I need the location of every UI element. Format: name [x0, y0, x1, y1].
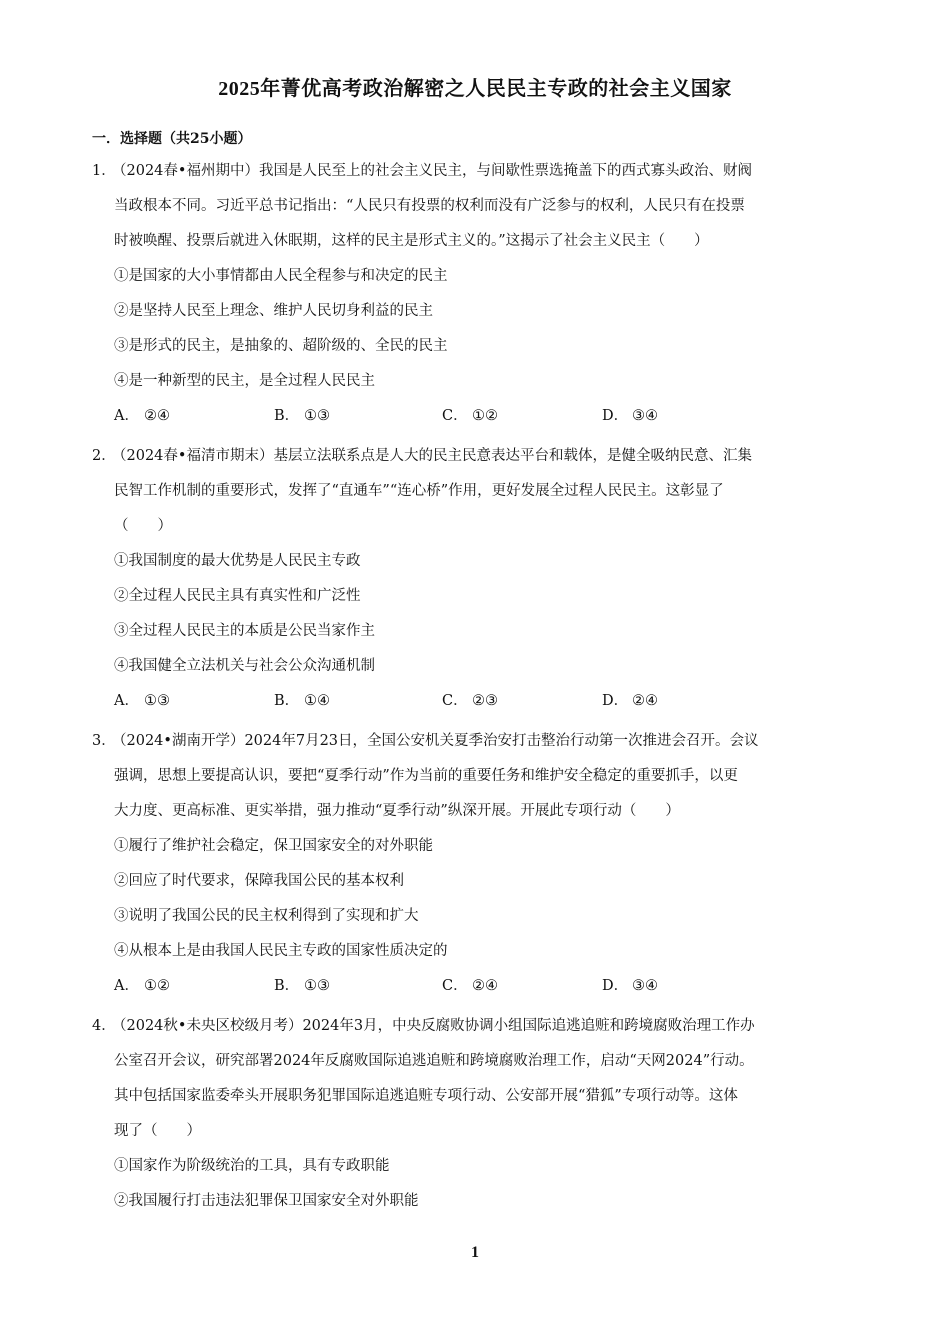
option-b[interactable]: B． ①③ [274, 978, 330, 994]
option-c[interactable]: C． ②④ [442, 978, 498, 994]
statement: ③全过程人民民主的本质是公民当家作主 [114, 623, 375, 639]
statement: ②我国履行打击违法犯罪保卫国家安全对外职能 [114, 1193, 419, 1209]
question-stem-line: 4．（2024秋•未央区校级月考）2024年3月，中央反腐败协调小组国际追逃追赃和跨境腐败治理工作办 [92, 1009, 862, 1044]
option-b[interactable]: B． ①③ [274, 408, 330, 424]
statement: ①是国家的大小事情都由人民全程参与和决定的民主 [114, 268, 448, 284]
question-3 [92, 724, 862, 1004]
question-stem-line: 3．（2024•湖南开学）2024年7月23日，全国公安机关夏季治安打击整治行动第一次推进会召开。会议 [92, 724, 862, 759]
question-2 [92, 439, 862, 719]
question-stem-line: 当政根本不同。习近平总书记指出：“人民只有投票的权利而没有广泛参与的权利，人民只有在投票 [114, 198, 745, 214]
statement: ④是一种新型的民主，是全过程人民民主 [114, 373, 375, 389]
statement: ③说明了我国公民的民主权利得到了实现和扩大 [114, 908, 419, 924]
question-stem-line: 强调，思想上要提高认识，要把“夏季行动”作为当前的重要任务和维护安全稳定的重要抓手，以更 [114, 768, 738, 784]
option-d[interactable]: D． ③④ [602, 978, 658, 994]
option-a[interactable]: A． ①③ [114, 693, 170, 709]
option-a[interactable]: A． ②④ [114, 408, 170, 424]
answer-options [92, 684, 862, 719]
question-stem-line: 其中包括国家监委牵头开展职务犯罪国际追逃追赃专项行动、公安部开展“猎狐”专项行动等。这体 [114, 1088, 738, 1104]
question-stem-line: 时被唤醒、投票后就进入休眠期，这样的民主是形式主义的。”这揭示了社会主义民主（ ） [114, 233, 709, 249]
question-stem-line: 大力度、更高标准、更实举措，强力推动“夏季行动”纵深开展。开展此专项行动（ ） [114, 803, 680, 819]
question-number: 4． [92, 1018, 116, 1034]
statement: ②是坚持人民至上理念、维护人民切身利益的民主 [114, 303, 433, 319]
statement: ①我国制度的最大优势是人民民主专政 [114, 553, 361, 569]
option-d[interactable]: D． ③④ [602, 408, 658, 424]
answer-options [92, 399, 862, 434]
answer-options [92, 969, 862, 1004]
option-c[interactable]: C． ②③ [442, 693, 498, 709]
question-4 [92, 1009, 862, 1219]
section-heading: 一．选择题（共25小题） [92, 131, 252, 147]
question-number: 1． [92, 163, 116, 179]
option-d[interactable]: D． ②④ [602, 693, 658, 709]
statement: ②全过程人民民主具有真实性和广泛性 [114, 588, 361, 604]
question-stem-line: 公室召开会议，研究部署2024年反腐败国际追逃追赃和跨境腐败治理工作，启动“天网2024”行动。 [114, 1053, 754, 1069]
statement: ①国家作为阶级统治的工具，具有专政职能 [114, 1158, 390, 1174]
question-stem-line: 1．（2024春•福州期中）我国是人民至上的社会主义民主，与间歇性票选掩盖下的西式寡头政治、财阀 [92, 154, 862, 189]
option-b[interactable]: B． ①④ [274, 693, 330, 709]
statement: ②回应了时代要求，保障我国公民的基本权利 [114, 873, 404, 889]
statement: ①履行了维护社会稳定，保卫国家安全的对外职能 [114, 838, 433, 854]
statement: ③是形式的民主，是抽象的、超阶级的、全民的民主 [114, 338, 448, 354]
statement: ④我国健全立法机关与社会公众沟通机制 [114, 658, 375, 674]
question-stem-line: 现了（ ） [114, 1123, 201, 1139]
question-1 [92, 154, 862, 434]
statement: ④从根本上是由我国人民民主专政的国家性质决定的 [114, 943, 448, 959]
question-stem-line: 民智工作机制的重要形式，发挥了“直通车”“连心桥”作用，更好发展全过程人民民主。这彰显了 [114, 483, 724, 499]
option-c[interactable]: C． ①② [442, 408, 498, 424]
question-stem-line: （ ） [114, 518, 172, 534]
question-stem-line: 2．（2024春•福清市期末）基层立法联系点是人大的民主民意表达平台和载体，是健全吸纳民意、汇集 [92, 439, 862, 474]
page-title: 2025年菁优高考政治解密之人民民主专政的社会主义国家 [218, 78, 732, 100]
question-number: 2． [92, 448, 116, 464]
question-number: 3． [92, 733, 116, 749]
option-a[interactable]: A． ①② [114, 978, 170, 994]
page-number: 1 [471, 1244, 479, 1261]
